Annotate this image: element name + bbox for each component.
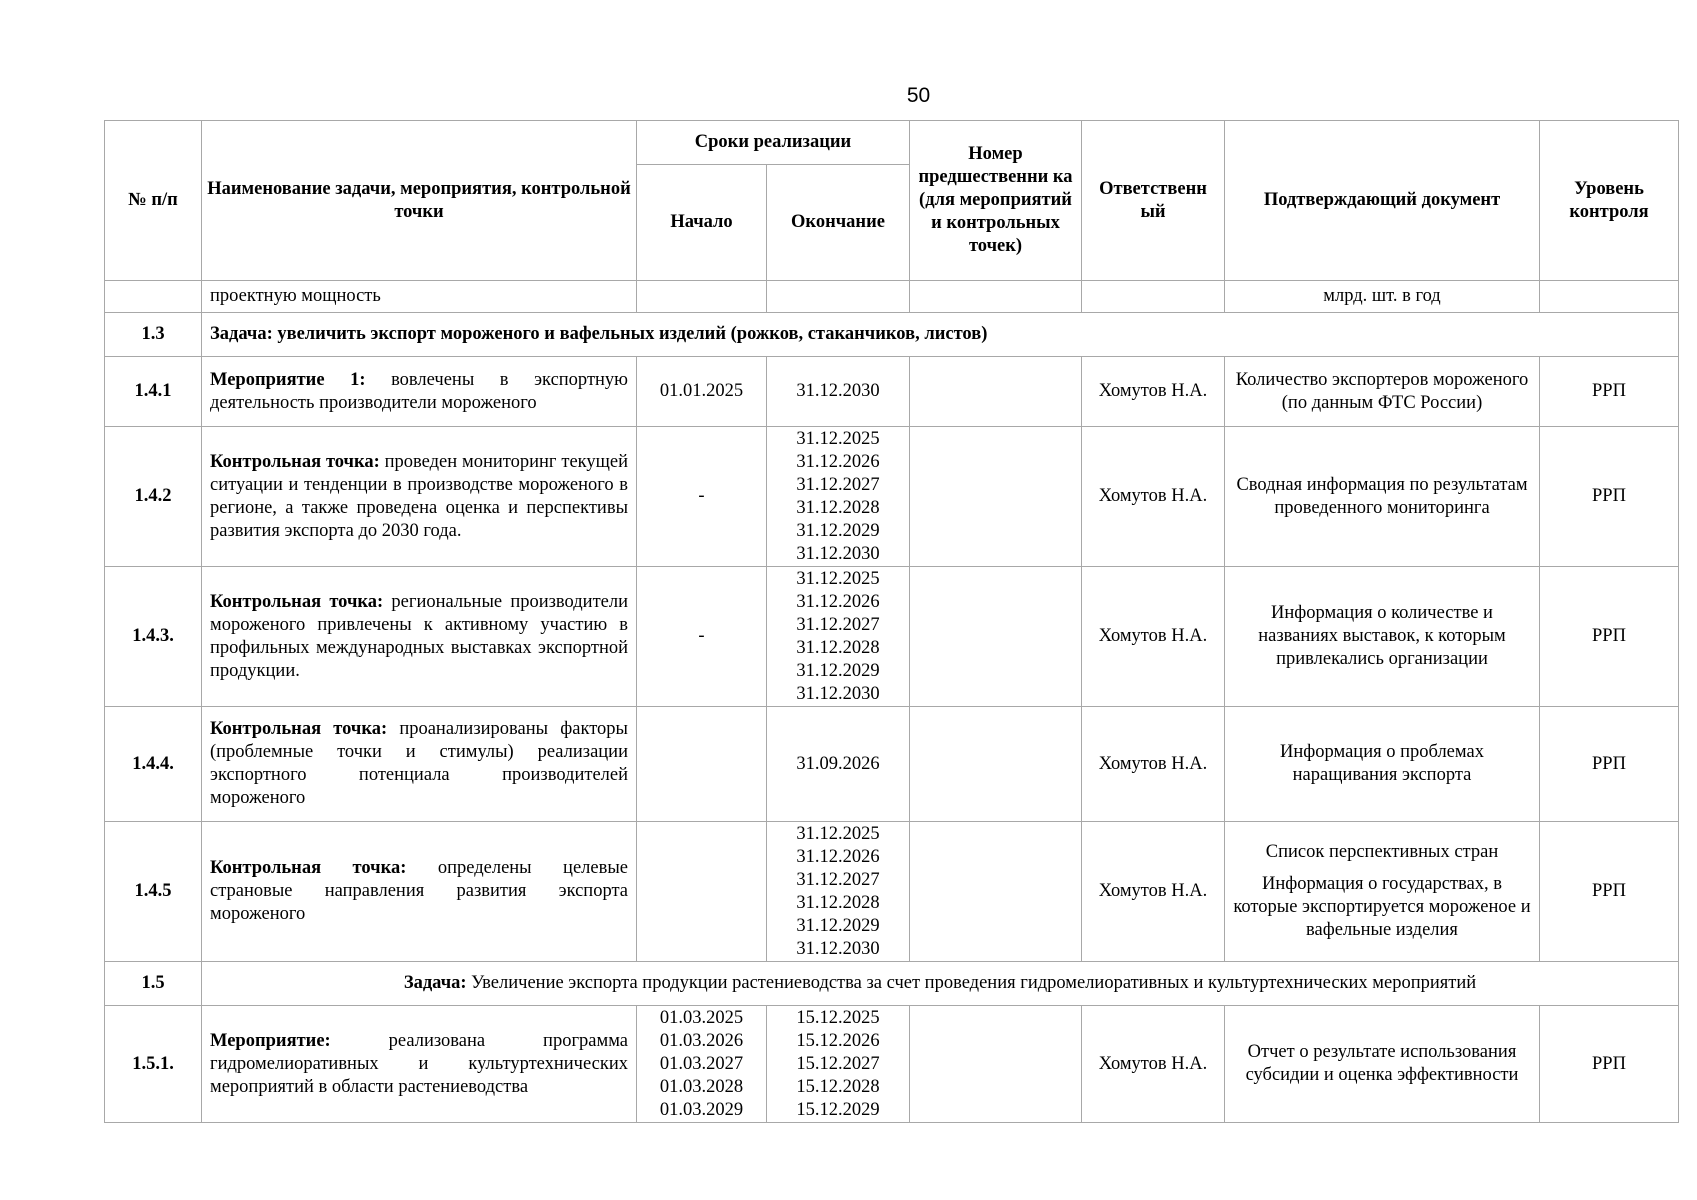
end-date: 31.12.2028 (796, 497, 880, 518)
cell-predecessor (910, 427, 1082, 567)
cell-end (767, 357, 910, 427)
cell-end (767, 567, 910, 707)
header-document: Подтверждающий документ (1225, 121, 1540, 281)
item-description: реализована программа гидромелиоративных и культуртехнических мероприятий в области растениеводства (210, 1030, 628, 1097)
cell-level: РРП (1540, 1006, 1679, 1123)
document-text: Информация о проблемах наращивания экспорта (1280, 742, 1484, 785)
cell-predecessor (910, 281, 1082, 313)
table-row (105, 822, 1679, 962)
end-date: 31.12.2030 (796, 938, 880, 959)
cell-responsible: Хомутов Н.А. (1082, 707, 1225, 822)
cell-predecessor (910, 1006, 1082, 1123)
cell-responsible: Хомутов Н.А. (1082, 822, 1225, 962)
item-description: проанализированы факторы (проблемные точки и стимулы) реализации экспортного потенциала производителей мороженого (210, 719, 628, 808)
end-date: 31.12.2030 (796, 543, 880, 564)
item-description: вовлечены в экспортную деятельность производители мороженого (210, 369, 628, 413)
item-label: Контрольная точка: (210, 719, 388, 739)
cell-num: 1.4.3. (105, 567, 202, 707)
cell-end (767, 822, 910, 962)
end-date: 31.12.2025 (796, 823, 880, 844)
cell-start (637, 567, 767, 707)
cell-level: РРП (1540, 567, 1679, 707)
cell-num: 1.4.5 (105, 822, 202, 962)
start-date: 01.03.2026 (659, 1030, 744, 1051)
cell-start (637, 427, 767, 567)
header-end: Окончание (767, 165, 910, 281)
document-text: Список перспективных стран (1265, 842, 1499, 862)
cell-end (767, 707, 910, 822)
cell-predecessor (910, 707, 1082, 822)
item-label: Мероприятие: (210, 1030, 331, 1051)
header-num: № п/п (105, 121, 202, 281)
table-row (105, 567, 1679, 707)
cell-document (1225, 357, 1540, 427)
start-date: 01.03.2028 (659, 1076, 744, 1097)
cell-predecessor (910, 567, 1082, 707)
cell-num: 1.4.2 (105, 427, 202, 567)
cell-level: РРП (1540, 707, 1679, 822)
item-description: региональные производители мороженого привлечены к активному участию в профильных международных выставках экспортной продукции. (210, 591, 628, 681)
table-body (105, 281, 1679, 962)
cell-responsible: Хомутов Н.А. (1082, 1006, 1225, 1123)
start-date: - (698, 626, 705, 646)
document-text: Сводная информация по результатам проведенного мониторинга (1236, 474, 1528, 518)
end-date: 31.12.2028 (796, 637, 880, 658)
header-level: Уровень контроля (1540, 121, 1679, 281)
end-date: 31.09.2026 (796, 753, 880, 774)
cell-level: РРП (1540, 427, 1679, 567)
task-description: Увеличение экспорта продукции растениеводства за счет проведения гидромелиоративных и культуртехнических мероприятий (466, 973, 1477, 993)
start-date: 01.03.2025 (659, 1007, 744, 1028)
item-label: Контрольная точка: (210, 591, 384, 612)
end-date: 15.12.2029 (796, 1099, 880, 1120)
task-text: Задача: увеличить экспорт мороженого и вафельных изделий (рожков, стаканчиков, листов) (202, 313, 1679, 357)
end-date: 31.12.2028 (796, 892, 880, 913)
cell-name (202, 1006, 637, 1123)
cell-document (1225, 822, 1540, 962)
end-date: 31.12.2029 (796, 660, 880, 681)
cell-start (637, 1006, 767, 1123)
task-row-1-5 (105, 962, 1679, 1006)
item-description: проведен мониторинг текущей ситуации и тенденции в производстве мороженого в регионе, а также проведена оценка и перспективы развития экспорта до 2030 года. (210, 451, 628, 541)
cell-start (637, 707, 767, 822)
cell-document (1225, 427, 1540, 567)
task-label: Задача: (403, 973, 467, 993)
end-date: 31.12.2027 (796, 614, 880, 635)
start-date: - (698, 486, 705, 506)
document-text: Информация о количестве и названиях выставок, к которым привлекались организации (1258, 603, 1506, 669)
task-num: 1.5 (105, 962, 202, 1006)
cell-start (637, 822, 767, 962)
cell-level: РРП (1540, 822, 1679, 962)
document-text: Отчет о результате использования субсидии и оценка эффективности (1245, 1042, 1519, 1085)
end-date: 31.12.2030 (796, 683, 880, 704)
task-row-1-3 (105, 313, 1679, 357)
table-header (105, 121, 1679, 281)
cell-end (767, 281, 910, 313)
cell-responsible (1082, 281, 1225, 313)
item-label: Контрольная точка: (210, 451, 380, 472)
start-date: 01.03.2029 (659, 1099, 744, 1120)
cell-name: проектную мощность (202, 281, 637, 313)
cell-name (202, 567, 637, 707)
end-date: 31.12.2027 (796, 474, 880, 495)
cell-num (105, 281, 202, 313)
cell-name (202, 427, 637, 567)
cell-document (1225, 567, 1540, 707)
cell-start (637, 281, 767, 313)
plan-table (104, 120, 1679, 1123)
start-date: 01.01.2025 (659, 381, 744, 401)
cell-end (767, 427, 910, 567)
end-date: 31.12.2025 (796, 428, 880, 449)
item-label: Контрольная точка: (210, 858, 407, 878)
end-date: 15.12.2025 (796, 1007, 880, 1028)
end-date: 31.12.2025 (796, 568, 880, 589)
cell-end (767, 1006, 910, 1123)
cell-num: 1.4.4. (105, 707, 202, 822)
cell-predecessor (910, 357, 1082, 427)
cell-level (1540, 281, 1679, 313)
end-date: 31.12.2030 (796, 381, 880, 401)
cell-name (202, 357, 637, 427)
header-terms: Сроки реализации (637, 121, 910, 165)
document-text: Количество экспортеров мороженого (по данным ФТС России) (1235, 369, 1529, 413)
cell-responsible: Хомутов Н.А. (1082, 567, 1225, 707)
cell-responsible: Хомутов Н.А. (1082, 357, 1225, 427)
end-date: 31.12.2026 (796, 846, 880, 867)
cell-num: 1.4.1 (105, 357, 202, 427)
cell-name (202, 822, 637, 962)
table-row (105, 1006, 1679, 1123)
task-num: 1.3 (105, 313, 202, 357)
header-predecessor: Номер предшественни ка (для мероприятий и контрольных точек) (910, 121, 1082, 281)
table-row (105, 707, 1679, 822)
item-label: Мероприятие 1: (210, 369, 366, 390)
item-description: определены целевые страновые направления развития экспорта мороженого (210, 858, 628, 924)
cell-document (1225, 1006, 1540, 1123)
end-date: 15.12.2026 (796, 1030, 880, 1051)
cell-level: РРП (1540, 357, 1679, 427)
table-row (105, 357, 1679, 427)
header-name: Наименование задачи, мероприятия, контрольной точки (202, 121, 637, 281)
cell-num: 1.5.1. (105, 1006, 202, 1123)
table-body-2 (105, 962, 1679, 1123)
end-date: 31.12.2027 (796, 869, 880, 890)
end-date: 31.12.2026 (796, 451, 880, 472)
header-responsible: Ответственн ый (1082, 121, 1225, 281)
table-row (105, 427, 1679, 567)
cell-start (637, 357, 767, 427)
task-text (202, 962, 1679, 1006)
end-date: 15.12.2027 (796, 1053, 880, 1074)
cell-name (202, 707, 637, 822)
page-number: 50 (906, 84, 931, 107)
start-date: 01.03.2027 (659, 1053, 744, 1074)
end-date: 31.12.2029 (796, 915, 880, 936)
cell-responsible: Хомутов Н.А. (1082, 427, 1225, 567)
document-text: Информация о государствах, в которые экспортируется мороженое и вафельные изделия (1233, 874, 1531, 940)
end-date: 31.12.2029 (796, 520, 880, 541)
end-date: 15.12.2028 (796, 1076, 880, 1097)
header-start: Начало (637, 165, 767, 281)
cell-predecessor (910, 822, 1082, 962)
cell-document (1225, 707, 1540, 822)
end-date: 31.12.2026 (796, 591, 880, 612)
cell-document: млрд. шт. в год (1225, 281, 1540, 313)
continuation-row (105, 281, 1679, 313)
